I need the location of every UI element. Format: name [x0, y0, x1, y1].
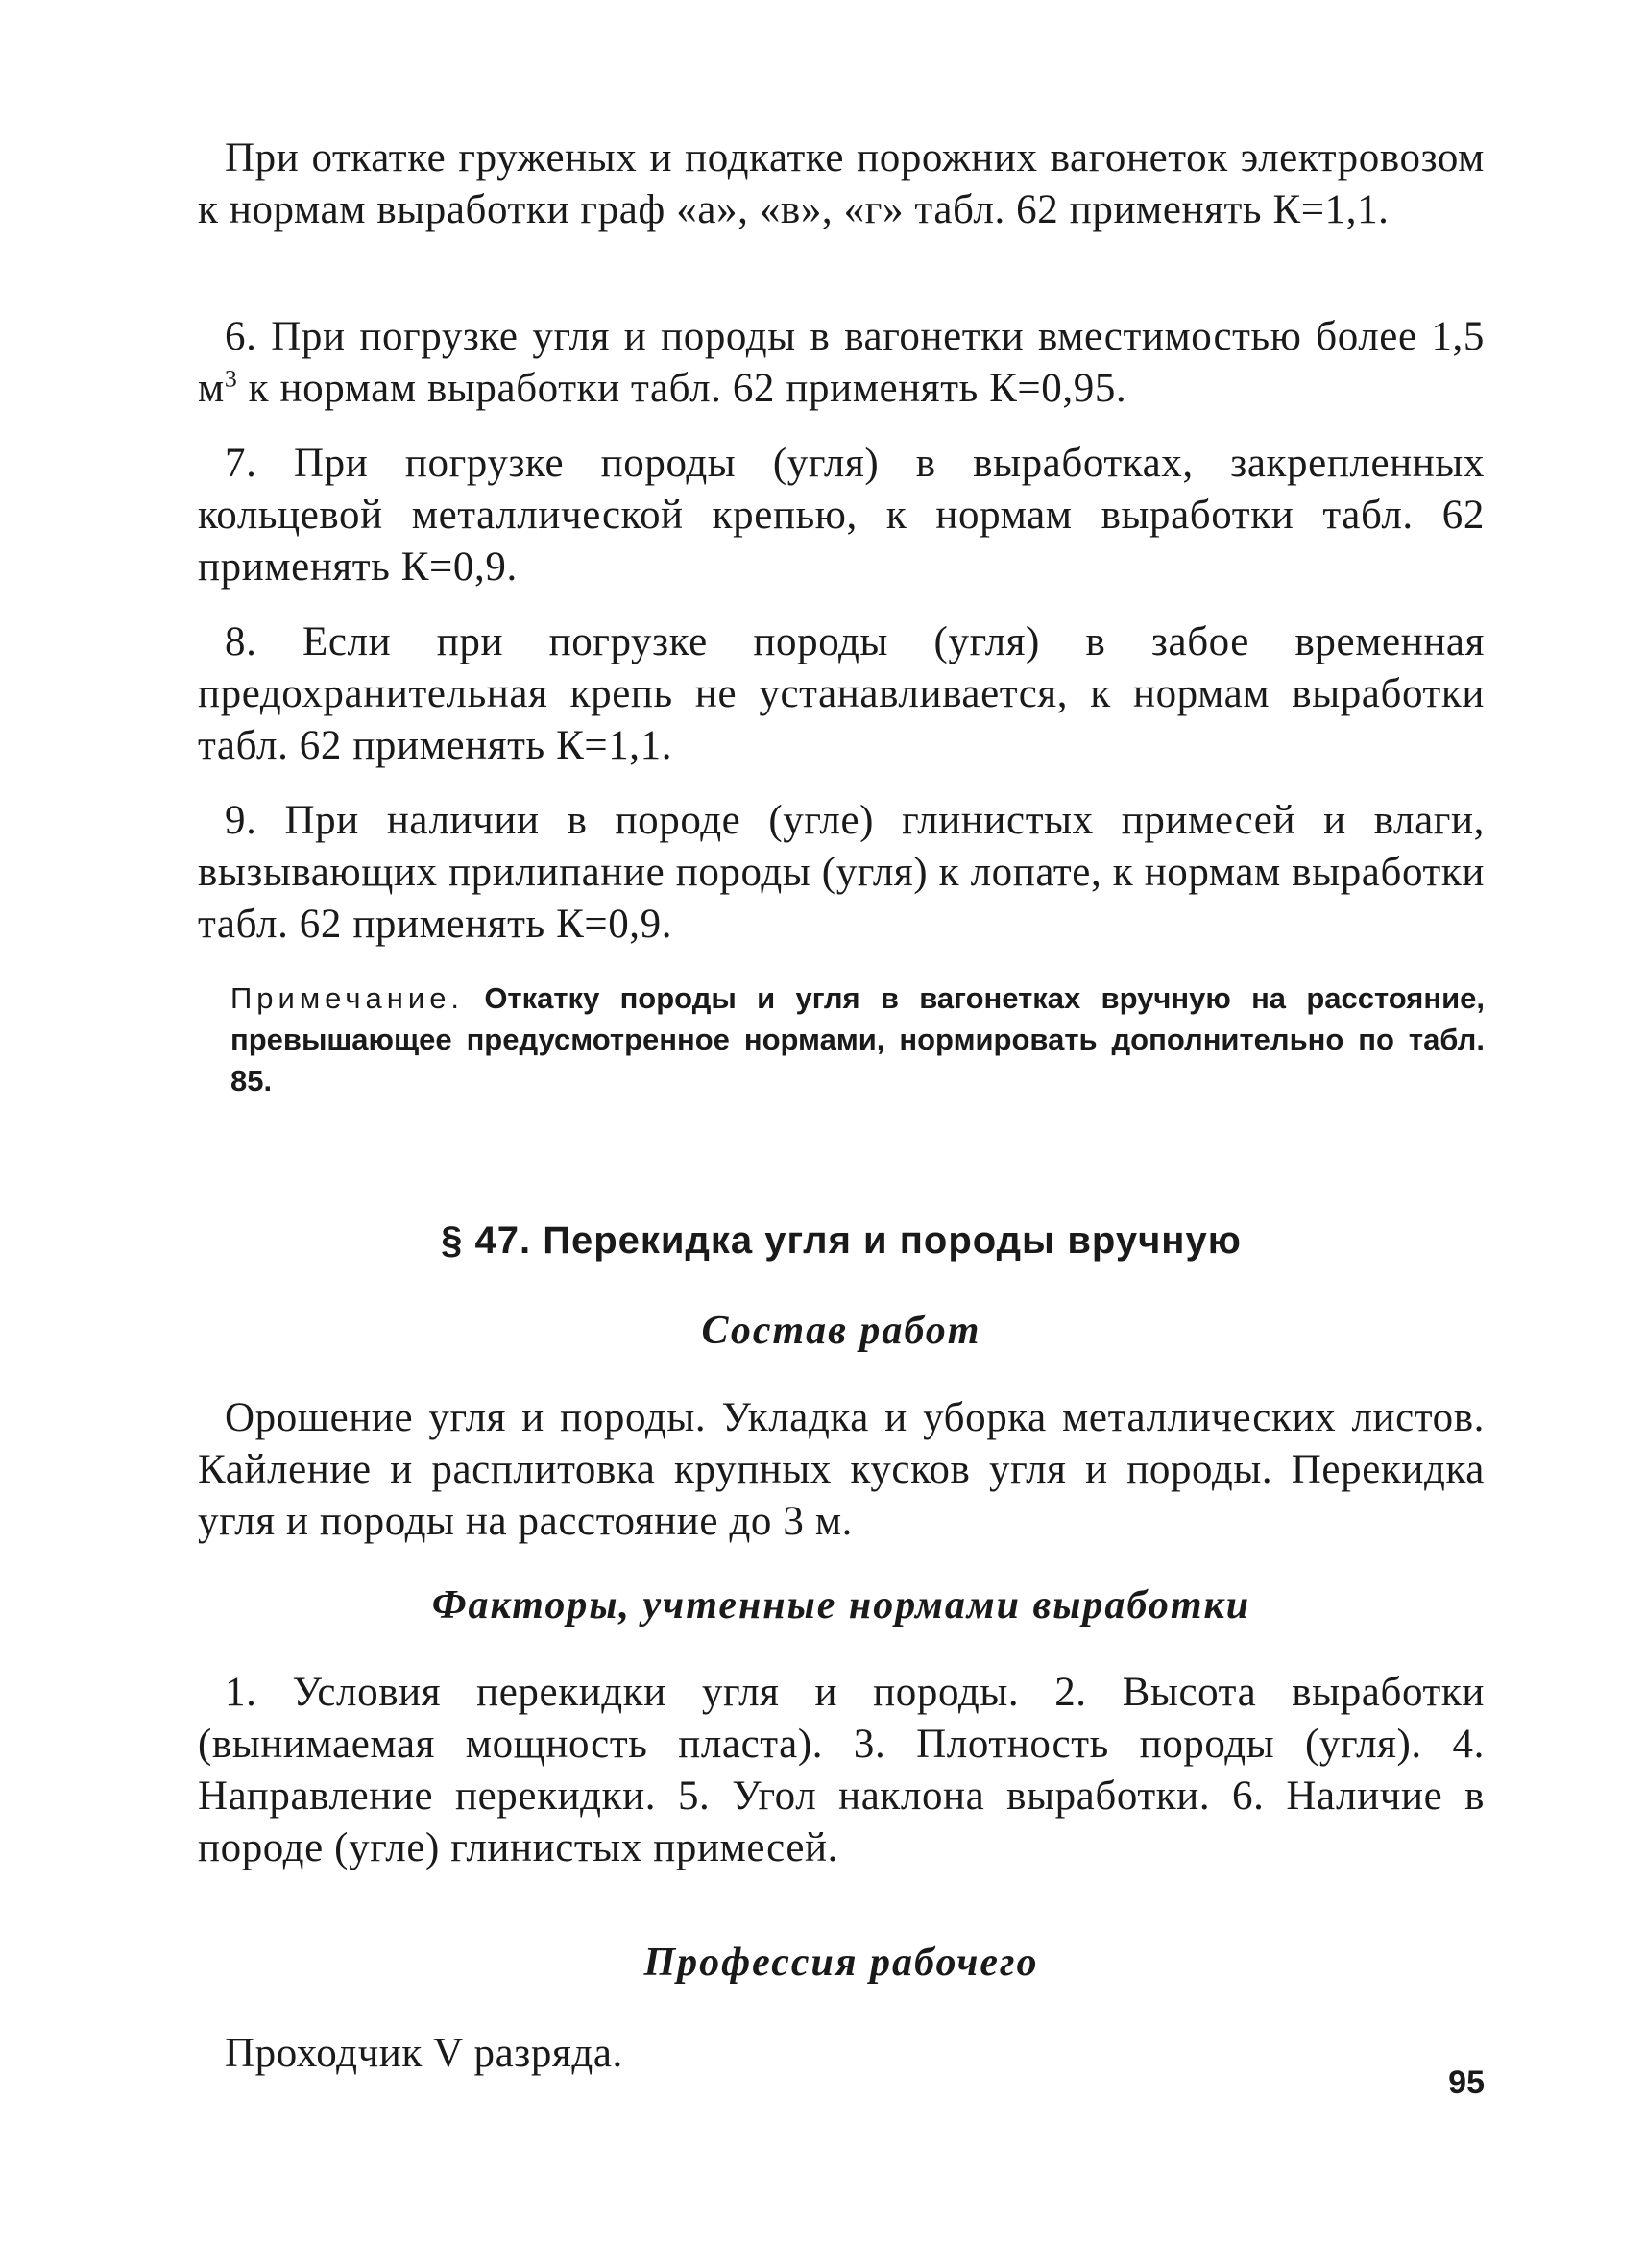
cubic-superscript: 3	[224, 364, 238, 393]
paragraph-electric-locomotive: При откатке груженых и подкатке порожних вагонеток электровозом к нормам выработки граф «а», «в», «г» табл. 62 применять К=1,1.	[198, 135, 1485, 232]
work-composition-heading: Состав работ	[701, 1309, 981, 1353]
profession-text: Проходчик V разряда.	[225, 2031, 623, 2076]
note-text: Откатку породы и угля в вагонетках вручную на расстояние, превышающее предусмотренное нормами, нормировать дополнительно по табл. 85.	[230, 981, 1485, 1098]
section-title: § 47. Перекидка угля и породы вручную	[441, 1219, 1242, 1262]
note-block	[230, 977, 1485, 1101]
page-number: 95	[1448, 2064, 1485, 2101]
note-label: Примечание.	[230, 981, 465, 1015]
paragraph-item-6-start: 6. При погрузке угля и породы в вагонетки вместимостью более 1,5 м	[198, 314, 1485, 411]
paragraph-item-6	[198, 311, 1485, 415]
work-composition-text: Орошение угля и породы. Укладка и уборка металлических листов. Кайление и расплитовка крупных кусков угля и породы. Перекидка угля и породы на расстояние до 3 м.	[198, 1395, 1485, 1544]
paragraph-item-7: 7. При погрузке породы (угля) в выработках, закрепленных кольцевой металлической крепью, к нормам выработки табл. 62 применять К=0,9.	[198, 441, 1485, 590]
paragraph-item-8: 8. Если при погрузке породы (угля) в забое временная предохранительная крепь не устанавливается, к нормам выработки табл. 62 применять К=1,1.	[198, 619, 1485, 768]
profession-heading: Профессия рабочего	[643, 1941, 1039, 1985]
factors-heading: Факторы, учтенные нормами выработки	[431, 1583, 1251, 1628]
paragraph-item-9: 9. При наличии в породе (угле) глинистых примесей и влаги, вызывающих прилипание породы (угля) к лопате, к нормам выработки табл. 62 применять К=0,9.	[198, 798, 1485, 947]
factors-text: 1. Условия перекидки угля и породы. 2. Высота выработки (вынимаемая мощность пласта). 3. Плотность породы (угля). 4. Направление перекидки. 5. Угол наклона выработки. 6. Наличие в породе (угле) глинистых примесей.	[198, 1670, 1485, 1870]
paragraph-item-6-end: к нормам выработки табл. 62 применять К=0,95.	[237, 366, 1127, 411]
